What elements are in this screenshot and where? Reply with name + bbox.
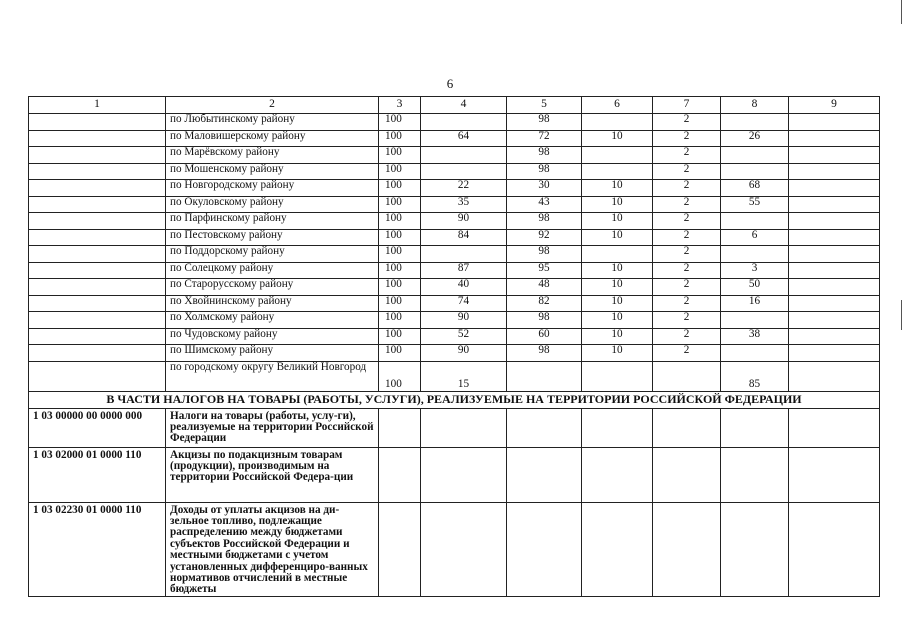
value-cell: 2 (653, 328, 721, 345)
value-cell: 100 (379, 361, 421, 391)
column-header: 4 (421, 97, 507, 114)
column-header: 1 (29, 97, 166, 114)
value-cell: 100 (379, 328, 421, 345)
value-cell (789, 408, 880, 447)
value-cell (421, 502, 507, 596)
value-cell: 98 (507, 163, 582, 180)
district-name: по Чудовскому району (166, 328, 379, 345)
value-cell (582, 361, 653, 391)
value-cell (421, 246, 507, 263)
table-row (29, 447, 880, 502)
value-cell: 100 (379, 312, 421, 329)
code-cell (29, 180, 166, 197)
value-cell: 100 (379, 262, 421, 279)
column-header: 5 (507, 97, 582, 114)
value-cell (379, 502, 421, 596)
value-cell: 60 (507, 328, 582, 345)
value-cell: 2 (653, 229, 721, 246)
value-cell: 10 (582, 180, 653, 197)
section-title: В ЧАСТИ НАЛОГОВ НА ТОВАРЫ (РАБОТЫ, УСЛУГИ), РЕАЛИЗУЕМЫЕ НА ТЕРРИТОРИИ РОССИЙСКОЙ ФЕДЕРАЦИИ (29, 391, 880, 408)
district-name: по Холмскому району (166, 312, 379, 329)
table-row (29, 408, 880, 447)
code-cell (29, 295, 166, 312)
value-cell: 35 (421, 196, 507, 213)
value-cell: 2 (653, 130, 721, 147)
value-cell (789, 246, 880, 263)
value-cell: 10 (582, 196, 653, 213)
value-cell: 100 (379, 279, 421, 296)
value-cell: 10 (582, 328, 653, 345)
district-name: по Поддорскому району (166, 246, 379, 263)
column-header: 8 (721, 97, 789, 114)
value-cell: 2 (653, 163, 721, 180)
value-cell (379, 447, 421, 502)
value-cell (721, 163, 789, 180)
value-cell: 100 (379, 147, 421, 164)
value-cell (789, 279, 880, 296)
section-row (29, 391, 880, 408)
value-cell (721, 312, 789, 329)
value-cell: 10 (582, 213, 653, 230)
value-cell: 10 (582, 262, 653, 279)
value-cell (721, 213, 789, 230)
table-row (29, 246, 880, 263)
value-cell: 64 (421, 130, 507, 147)
table-row (29, 312, 880, 329)
value-cell (789, 328, 880, 345)
column-header: 3 (379, 97, 421, 114)
value-cell (653, 447, 721, 502)
value-cell: 40 (421, 279, 507, 296)
table-row (29, 345, 880, 362)
table-row (29, 196, 880, 213)
district-name: по Парфинскому району (166, 213, 379, 230)
district-name: по городскому округу Великий Новгород (166, 361, 379, 391)
table-row (29, 262, 880, 279)
value-cell (507, 408, 582, 447)
table-row (29, 502, 880, 596)
value-cell: 43 (507, 196, 582, 213)
budget-code: 1 03 02000 01 0000 110 (29, 447, 166, 502)
value-cell: 6 (721, 229, 789, 246)
value-cell (582, 246, 653, 263)
table-row (29, 295, 880, 312)
value-cell: 2 (653, 114, 721, 131)
value-cell: 2 (653, 180, 721, 197)
value-cell (789, 196, 880, 213)
value-cell: 98 (507, 345, 582, 362)
value-cell: 100 (379, 345, 421, 362)
value-cell: 30 (507, 180, 582, 197)
value-cell (789, 213, 880, 230)
code-cell (29, 163, 166, 180)
value-cell (789, 447, 880, 502)
district-name: по Шимскому району (166, 345, 379, 362)
value-cell (582, 447, 653, 502)
value-cell: 3 (721, 262, 789, 279)
value-cell: 55 (721, 196, 789, 213)
value-cell (582, 502, 653, 596)
district-name: по Старорусскому району (166, 279, 379, 296)
value-cell (721, 345, 789, 362)
value-cell: 22 (421, 180, 507, 197)
value-cell (721, 408, 789, 447)
value-cell: 10 (582, 229, 653, 246)
column-header: 6 (582, 97, 653, 114)
value-cell (379, 408, 421, 447)
value-cell (721, 447, 789, 502)
value-cell: 2 (653, 295, 721, 312)
value-cell (789, 295, 880, 312)
value-cell: 100 (379, 229, 421, 246)
table-row (29, 229, 880, 246)
scan-edge-mark (901, 300, 902, 330)
code-cell (29, 262, 166, 279)
value-cell (507, 361, 582, 391)
value-cell: 2 (653, 147, 721, 164)
value-cell (789, 114, 880, 131)
value-cell: 100 (379, 130, 421, 147)
distribution-table (28, 96, 880, 597)
value-cell (789, 130, 880, 147)
column-header: 2 (166, 97, 379, 114)
value-cell (789, 502, 880, 596)
value-cell: 50 (721, 279, 789, 296)
value-cell (721, 147, 789, 164)
table-row (29, 279, 880, 296)
value-cell: 100 (379, 180, 421, 197)
value-cell: 100 (379, 196, 421, 213)
value-cell (421, 447, 507, 502)
value-cell: 98 (507, 213, 582, 230)
value-cell (582, 163, 653, 180)
table-row (29, 114, 880, 131)
value-cell: 10 (582, 312, 653, 329)
value-cell (721, 114, 789, 131)
value-cell: 2 (653, 345, 721, 362)
code-cell (29, 279, 166, 296)
value-cell: 10 (582, 130, 653, 147)
value-cell: 38 (721, 328, 789, 345)
value-cell: 98 (507, 114, 582, 131)
value-cell: 2 (653, 213, 721, 230)
value-cell (582, 147, 653, 164)
value-cell: 15 (421, 361, 507, 391)
value-cell: 100 (379, 114, 421, 131)
code-cell (29, 147, 166, 164)
value-cell: 100 (379, 213, 421, 230)
value-cell (421, 408, 507, 447)
code-cell (29, 361, 166, 391)
district-name: по Солецкому району (166, 262, 379, 279)
value-cell: 98 (507, 312, 582, 329)
value-cell (582, 114, 653, 131)
value-cell (789, 163, 880, 180)
code-cell (29, 246, 166, 263)
budget-code: 1 03 02230 01 0000 110 (29, 502, 166, 596)
value-cell: 87 (421, 262, 507, 279)
revenue-description: Доходы от уплаты акцизов на ди-зельное топливо, подлежащие распределению между бюджетами субъектов Российской Федерации и местными бюджетами с учетом установленных дифференциро-ванных нормативов отчислений в местные бюджеты (166, 502, 379, 596)
value-cell: 100 (379, 295, 421, 312)
code-cell (29, 229, 166, 246)
value-cell: 2 (653, 262, 721, 279)
value-cell (789, 345, 880, 362)
value-cell (789, 229, 880, 246)
value-cell: 95 (507, 262, 582, 279)
table-row (29, 213, 880, 230)
value-cell: 98 (507, 246, 582, 263)
value-cell: 68 (721, 180, 789, 197)
value-cell: 72 (507, 130, 582, 147)
table-body (29, 97, 880, 597)
table-row (29, 130, 880, 147)
revenue-description: Налоги на товары (работы, услу-ги), реализуемые на территории Российской Федерации (166, 408, 379, 447)
value-cell (789, 262, 880, 279)
value-cell (421, 163, 507, 180)
value-cell: 2 (653, 196, 721, 213)
value-cell (653, 361, 721, 391)
value-cell (789, 361, 880, 391)
value-cell (421, 114, 507, 131)
district-name: по Любытинскому району (166, 114, 379, 131)
code-cell (29, 345, 166, 362)
code-cell (29, 114, 166, 131)
value-cell: 92 (507, 229, 582, 246)
code-cell (29, 312, 166, 329)
value-cell: 48 (507, 279, 582, 296)
value-cell: 90 (421, 213, 507, 230)
value-cell (721, 502, 789, 596)
value-cell: 100 (379, 246, 421, 263)
value-cell: 90 (421, 312, 507, 329)
value-cell (789, 147, 880, 164)
value-cell: 90 (421, 345, 507, 362)
value-cell: 100 (379, 163, 421, 180)
value-cell (582, 408, 653, 447)
district-name: по Пестовскому району (166, 229, 379, 246)
value-cell: 84 (421, 229, 507, 246)
table-row (29, 163, 880, 180)
value-cell (653, 502, 721, 596)
district-name: по Новгородскому району (166, 180, 379, 197)
district-name: по Мошенскому району (166, 163, 379, 180)
value-cell: 2 (653, 312, 721, 329)
value-cell: 98 (507, 147, 582, 164)
revenue-description: Акцизы по подакцизным товарам (продукции), производимым на территории Российской Федера-ции (166, 447, 379, 502)
value-cell: 10 (582, 279, 653, 296)
table-row (29, 147, 880, 164)
value-cell: 52 (421, 328, 507, 345)
code-cell (29, 328, 166, 345)
district-name: по Маловишерскому району (166, 130, 379, 147)
column-header: 9 (789, 97, 880, 114)
district-name: по Окуловскому району (166, 196, 379, 213)
value-cell (721, 246, 789, 263)
value-cell: 10 (582, 295, 653, 312)
page-number: 6 (446, 76, 454, 91)
value-cell (507, 447, 582, 502)
value-cell: 10 (582, 345, 653, 362)
table-row (29, 361, 880, 391)
code-cell (29, 196, 166, 213)
column-header: 7 (653, 97, 721, 114)
budget-code: 1 03 00000 00 0000 000 (29, 408, 166, 447)
table-row (29, 180, 880, 197)
value-cell (789, 312, 880, 329)
value-cell: 26 (721, 130, 789, 147)
table-row (29, 328, 880, 345)
value-cell (653, 408, 721, 447)
value-cell: 2 (653, 279, 721, 296)
value-cell (507, 502, 582, 596)
value-cell (421, 147, 507, 164)
value-cell: 85 (721, 361, 789, 391)
code-cell (29, 130, 166, 147)
district-name: по Хвойнинскому району (166, 295, 379, 312)
district-name: по Марёвскому району (166, 147, 379, 164)
scan-edge-mark (901, 0, 902, 24)
column-header-row (29, 97, 880, 114)
value-cell: 74 (421, 295, 507, 312)
value-cell: 82 (507, 295, 582, 312)
value-cell: 2 (653, 246, 721, 263)
code-cell (29, 213, 166, 230)
value-cell (789, 180, 880, 197)
value-cell: 16 (721, 295, 789, 312)
